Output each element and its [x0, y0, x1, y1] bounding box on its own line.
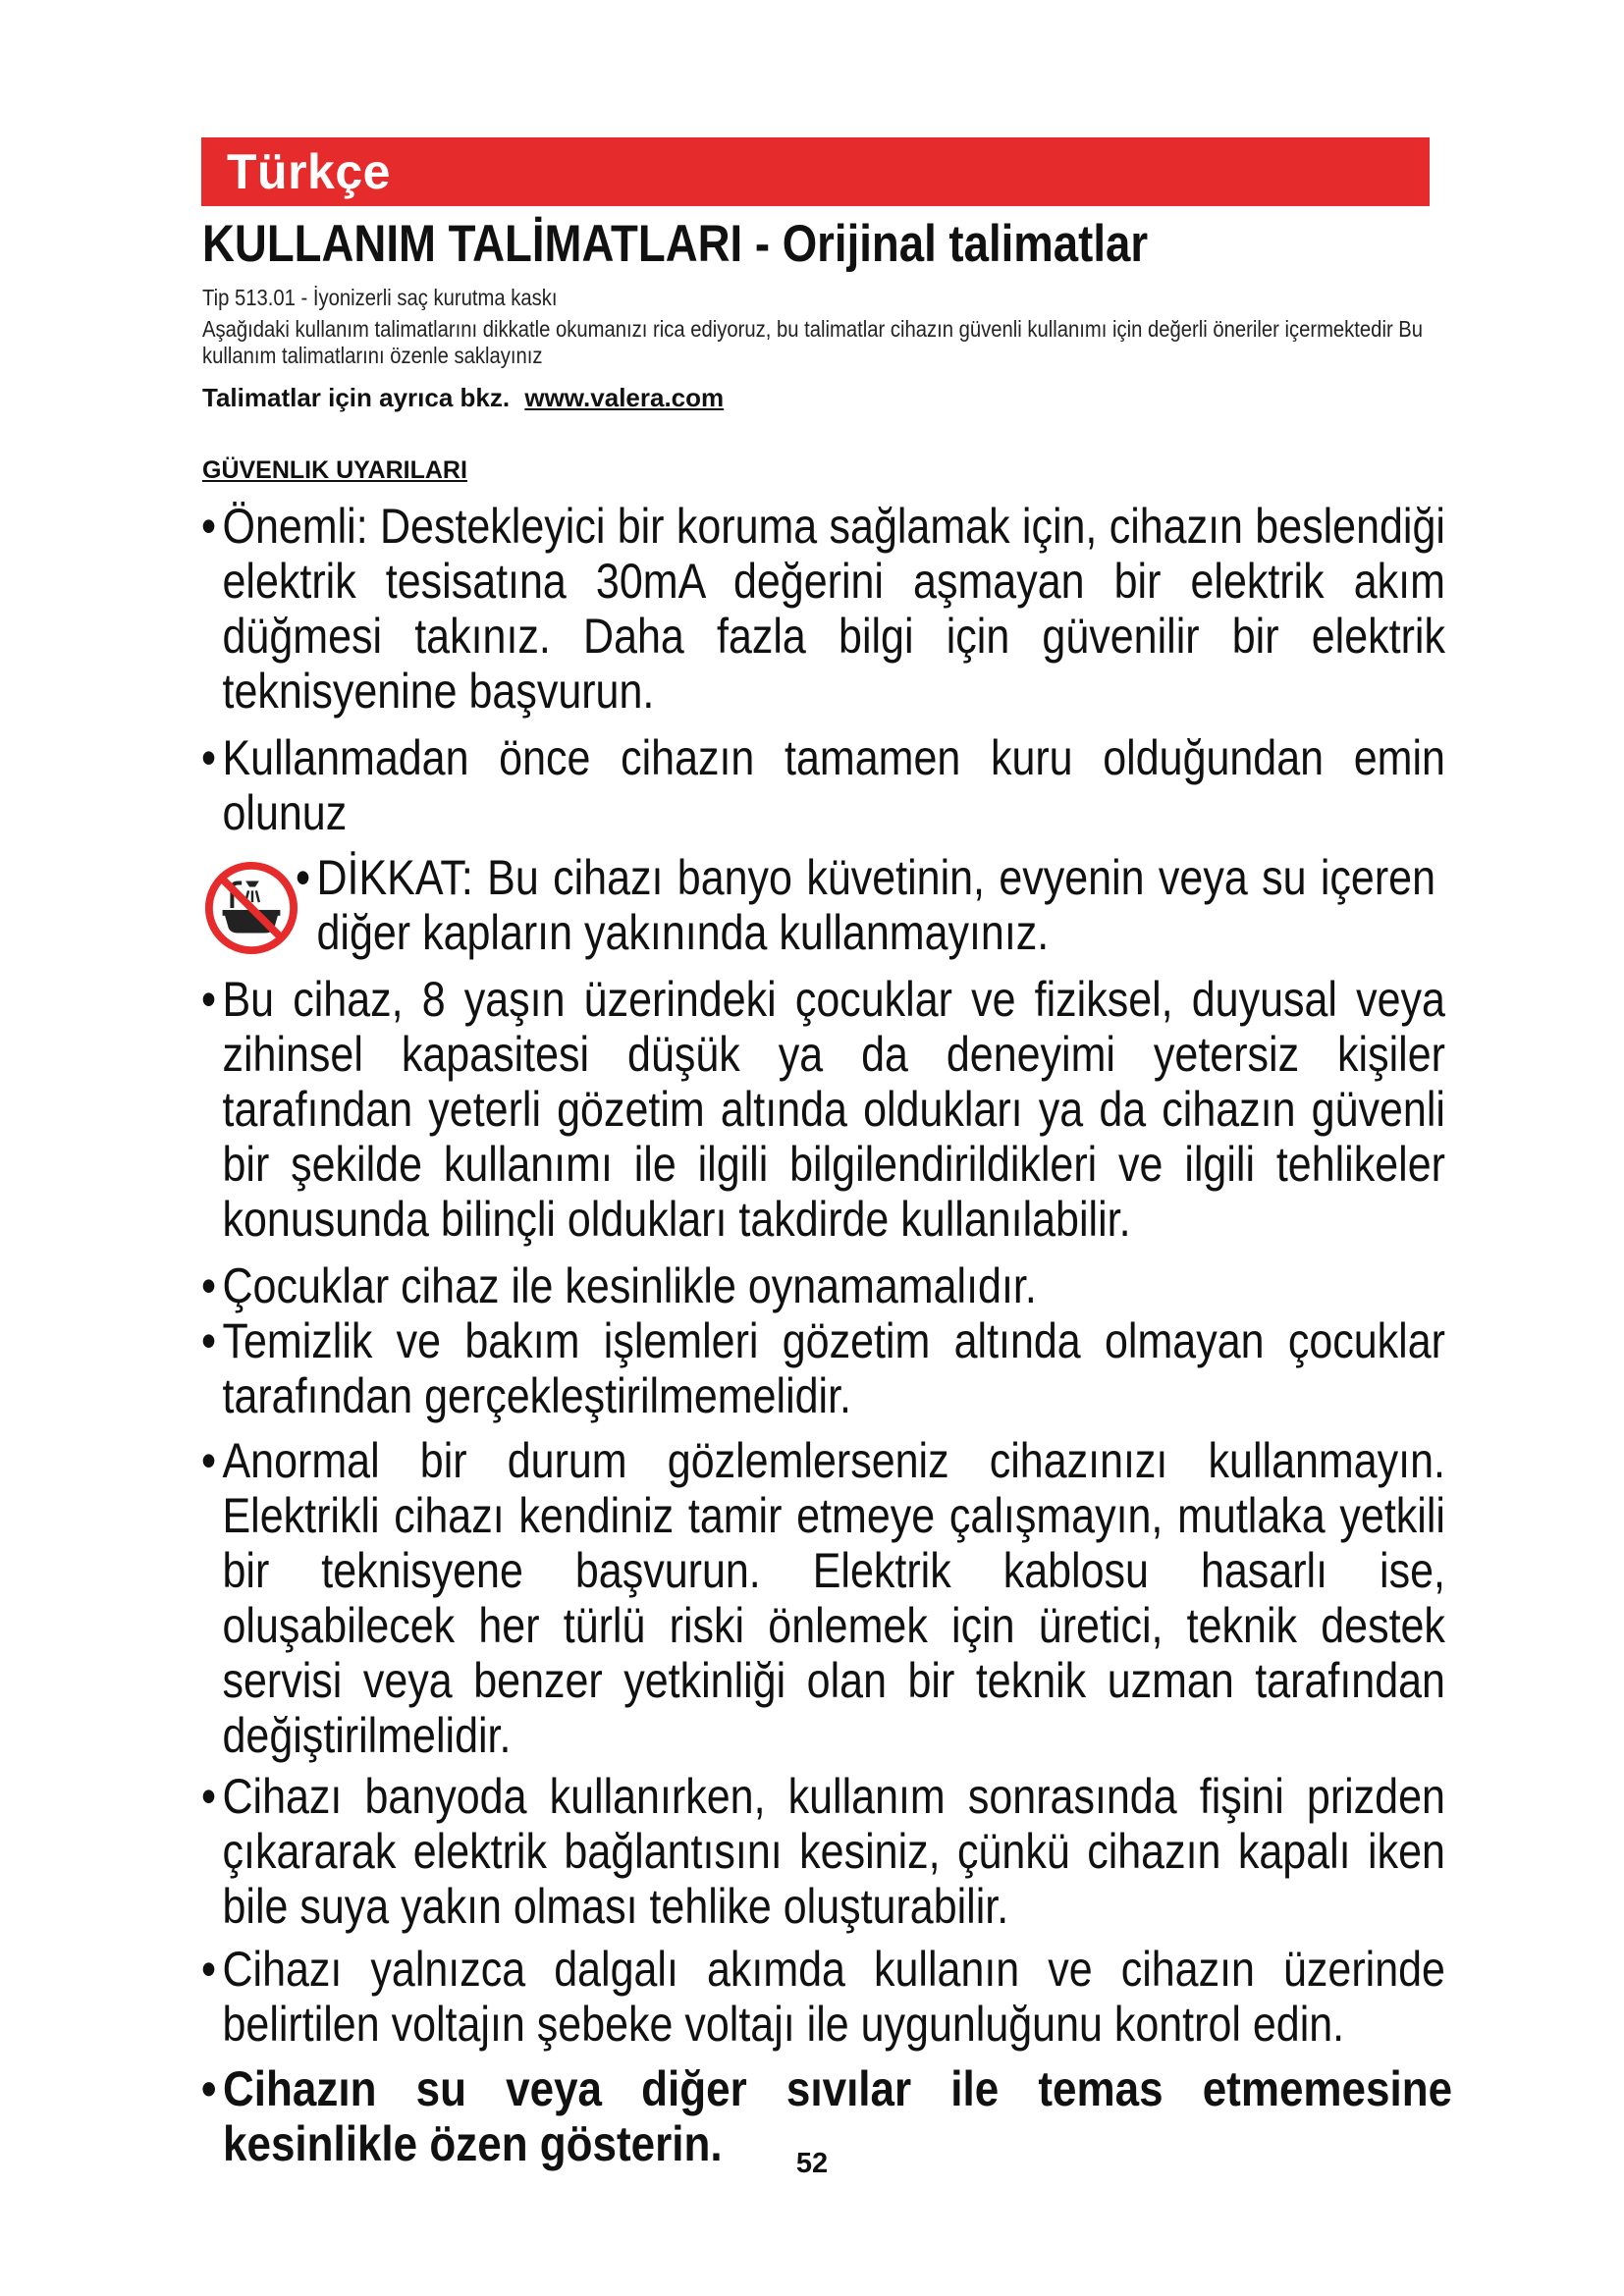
- bullet: •: [201, 1942, 217, 1997]
- product-type: Tip 513.01 - İyonizerli saç kurutma kaskı: [202, 285, 558, 310]
- warning-text: Temizlik ve bakım işlemleri gözetim altında olmayan çocuklar tarafından gerçekleştirilmemelidir.: [222, 1313, 1445, 1423]
- warning-item: [201, 730, 1445, 840]
- bullet: •: [296, 850, 311, 905]
- warning-text: Bu cihaz, 8 yaşın üzerindeki çocuklar ve fiziksel, duyusal veya zihinsel kapasitesi düşük ya da deneyimi yetersiz kişiler tarafından yeterli gözetim altında oldukları ya da cihazın güvenli bir şekilde kullanımı ile ilgili bilgilendirildikleri ve ilgili tehlikeler konusunda bilinçli oldukları takdirde kullanılabilir.: [222, 972, 1445, 1247]
- page-number: 52: [795, 2148, 829, 2179]
- warning-text: Anormal bir durum gözlemlerseniz cihazınızı kullanmayın. Elektrikli cihazı kendiniz tamir etmeye çalışmayın, mutlaka yetkili bir teknisyene başvurun. Elektrik kablosu hasarlı ise, oluşabilecek her türlü riski önlemek için üretici, teknik destek servisi veya benzer yetkinliği olan bir teknik uzman tarafından değiştirilmelidir.: [222, 1433, 1445, 1763]
- intro-paragraph: Aşağıdaki kullanım talimatlarını dikkatle okumanızı rica ediyoruz, bu talimatlar cihazın güvenli kullanımı için değerli öneriler içermektedir Bu kullanım talimatlarını özenle saklayınız: [202, 316, 1424, 368]
- bullet: •: [201, 1769, 217, 1824]
- page-title: KULLANIM TALİMATLARI - Orijinal talimatlar: [202, 215, 1149, 273]
- warning-text: DİKKAT: Bu cihazı banyo küvetinin, evyenin veya su içeren diğer kapların yakınında kullanmayınız.: [316, 850, 1435, 960]
- warning-text: Cihazın su veya diğer sıvılar ile temas etmemesine kesinlikle özen gösterin.: [223, 2061, 1453, 2171]
- reference-label: Talimatlar için ayrıca bkz.: [202, 383, 511, 412]
- warning-item: [201, 1313, 1445, 1423]
- warning-item: [201, 972, 1445, 1247]
- warning-item: [201, 1942, 1445, 2052]
- reference-line: [202, 383, 724, 413]
- warning-item: [201, 1258, 1445, 1313]
- language-banner: [201, 137, 1430, 206]
- bullet: •: [201, 730, 217, 785]
- safety-warnings-list: [201, 499, 1453, 2171]
- bullet: •: [201, 972, 217, 1027]
- warning-item: [201, 1769, 1445, 1934]
- warning-text: Önemli: Destekleyici bir koruma sağlamak için, cihazın beslendiği elektrik tesisatına 30mA değerini aşmayan bir elektrik akım düğmesi takınız. Daha fazla bilgi için güvenilir bir elektrik teknisyenine başvurun.: [222, 499, 1445, 719]
- warning-text: Cihazı banyoda kullanırken, kullanım sonrasında fişini prizden çıkararak elektrik bağlantısını kesiniz, çünkü cihazın kapalı iken bile suya yakın olması tehlike oluşturabilir.: [222, 1769, 1445, 1934]
- bullet: •: [201, 499, 217, 554]
- language-label: Türkçe: [227, 144, 391, 199]
- warning-item: [296, 850, 1435, 960]
- warning-row-with-icon: [201, 850, 1448, 968]
- warning-item: [201, 499, 1445, 719]
- no-bathtub-icon: [203, 860, 299, 956]
- warning-item: [201, 1433, 1445, 1763]
- bullet: •: [201, 2061, 217, 2116]
- bullet: •: [201, 1258, 217, 1313]
- bullet: •: [201, 1313, 217, 1368]
- warning-text: Çocuklar cihaz ile kesinlikle oynamamalıdır.: [222, 1258, 1037, 1313]
- section-heading: GÜVENLIK UYARILARI: [202, 456, 467, 484]
- bullet: •: [201, 1433, 217, 1488]
- website-link[interactable]: www.valera.com: [524, 383, 725, 412]
- warning-text: Kullanmadan önce cihazın tamamen kuru olduğundan emin olunuz: [222, 730, 1445, 840]
- warning-text: Cihazı yalnızca dalgalı akımda kullanın ve cihazın üzerinde belirtilen voltajın şebeke voltajı ile uygunluğunu kontrol edin.: [222, 1942, 1445, 2052]
